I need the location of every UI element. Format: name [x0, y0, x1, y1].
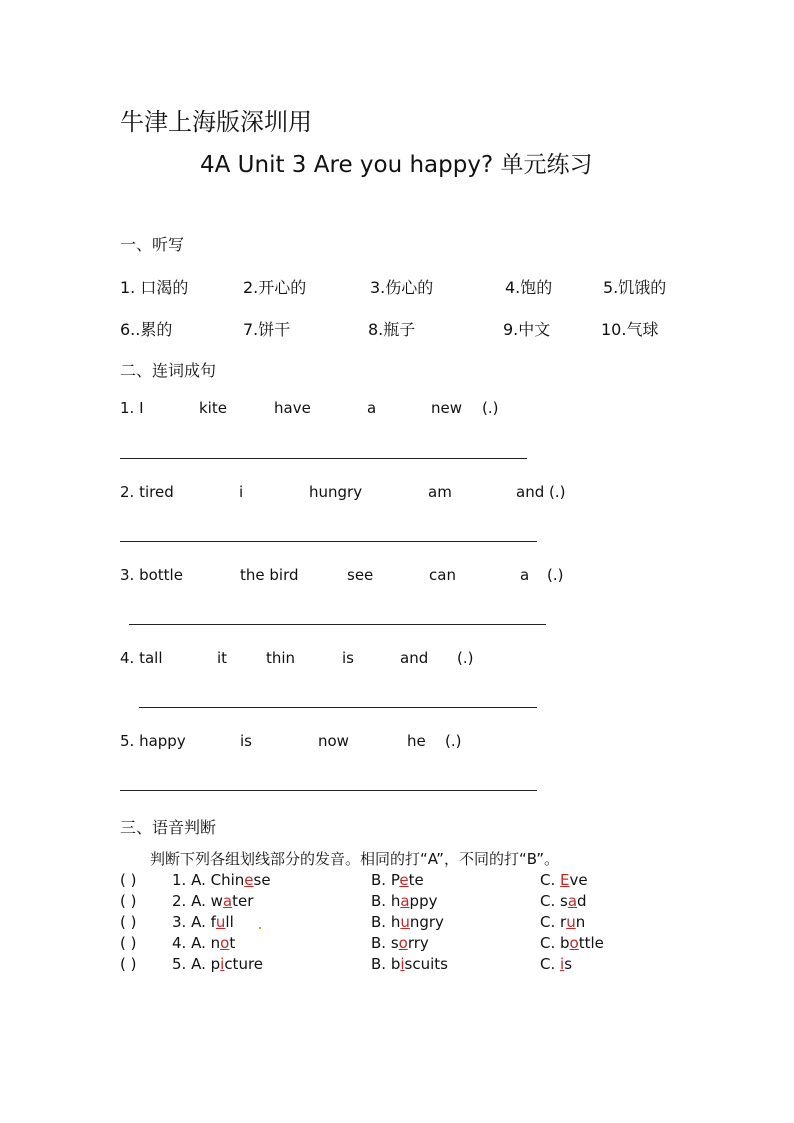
vocab-item: 7.饼干: [243, 320, 291, 339]
vocab-item: 1. 口渴的: [120, 278, 189, 297]
word-token: hungry: [309, 483, 363, 501]
instruction-text: 判断下列各组划线部分的发音。相同的打“A”，不同的打“B”。: [150, 850, 559, 868]
word-token: (.): [482, 399, 499, 417]
vocab-item: 8.瓶子: [368, 320, 416, 339]
word-token: is: [240, 732, 252, 750]
option-a: 4. A. not: [172, 934, 236, 952]
vocab-item: 6..累的: [120, 320, 173, 339]
vocab-item: 5.饥饿的: [603, 278, 667, 297]
word-token: see: [347, 566, 374, 584]
option-a: 1. A. Chinese: [172, 871, 271, 889]
word-token: (.): [547, 566, 564, 584]
word-token: now: [318, 732, 349, 750]
option-c: C. is: [540, 955, 573, 973]
vocab-item: 2.开心的: [243, 278, 307, 297]
answer-parentheses[interactable]: ( ): [120, 955, 137, 973]
answer-parentheses[interactable]: ( ): [120, 934, 137, 952]
page-subtitle: 4A Unit 3 Are you happy? 单元练习: [200, 152, 593, 178]
answer-parentheses[interactable]: ( ): [120, 892, 137, 910]
vocab-item: 4.饱的: [505, 278, 553, 297]
answer-line[interactable]: [129, 624, 546, 625]
word-token: it: [217, 649, 228, 667]
word-token: can: [429, 566, 456, 584]
option-b: B. hungry: [371, 913, 444, 931]
word-token: and (.): [516, 483, 566, 501]
word-token: a: [367, 399, 377, 417]
word-token: i: [239, 483, 244, 501]
section-heading-phonics: 三、语音判断: [120, 818, 217, 837]
answer-line[interactable]: [120, 458, 527, 459]
option-b: B. sorry: [371, 934, 429, 952]
option-c: C. run: [540, 913, 586, 931]
option-b: B. happy: [371, 892, 438, 910]
answer-parentheses[interactable]: ( ): [120, 913, 137, 931]
word-token: 4. tall: [120, 649, 163, 667]
answer-parentheses[interactable]: ( ): [120, 871, 137, 889]
word-token: the bird: [240, 566, 299, 584]
word-token: 3. bottle: [120, 566, 183, 584]
option-c: C. sad: [540, 892, 587, 910]
vocab-item: 10.气球: [601, 320, 659, 339]
answer-line[interactable]: [139, 707, 537, 708]
vocab-item: 3.伤心的: [370, 278, 434, 297]
word-token: 5. happy: [120, 732, 186, 750]
word-token: 1. I: [120, 399, 144, 417]
page-title: 牛津上海版深圳用: [120, 108, 312, 136]
word-token: (.): [445, 732, 462, 750]
option-c: C. bottle: [540, 934, 604, 952]
word-token: he: [407, 732, 426, 750]
answer-line[interactable]: [120, 541, 537, 542]
option-a: 5. A. picture: [172, 955, 264, 973]
word-token: is: [342, 649, 354, 667]
word-token: (.): [457, 649, 474, 667]
section-heading-dictation: 一、听写: [120, 235, 185, 254]
option-a: 3. A. full: [172, 913, 234, 931]
vocab-item: 9.中文: [503, 320, 551, 339]
word-token: have: [274, 399, 311, 417]
section-heading-sentence-building: 二、连词成句: [120, 361, 217, 380]
option-b: B. Pete: [371, 871, 424, 889]
word-token: kite: [199, 399, 227, 417]
option-b: B. biscuits: [371, 955, 448, 973]
option-a: 2. A. water: [172, 892, 254, 910]
option-c: C. Eve: [540, 871, 588, 889]
word-token: am: [428, 483, 452, 501]
word-token: thin: [266, 649, 296, 667]
answer-line[interactable]: [120, 790, 537, 791]
word-token: a: [520, 566, 530, 584]
stray-mark: [259, 927, 261, 929]
word-token: 2. tired: [120, 483, 174, 501]
word-token: new: [431, 399, 463, 417]
word-token: and: [400, 649, 429, 667]
